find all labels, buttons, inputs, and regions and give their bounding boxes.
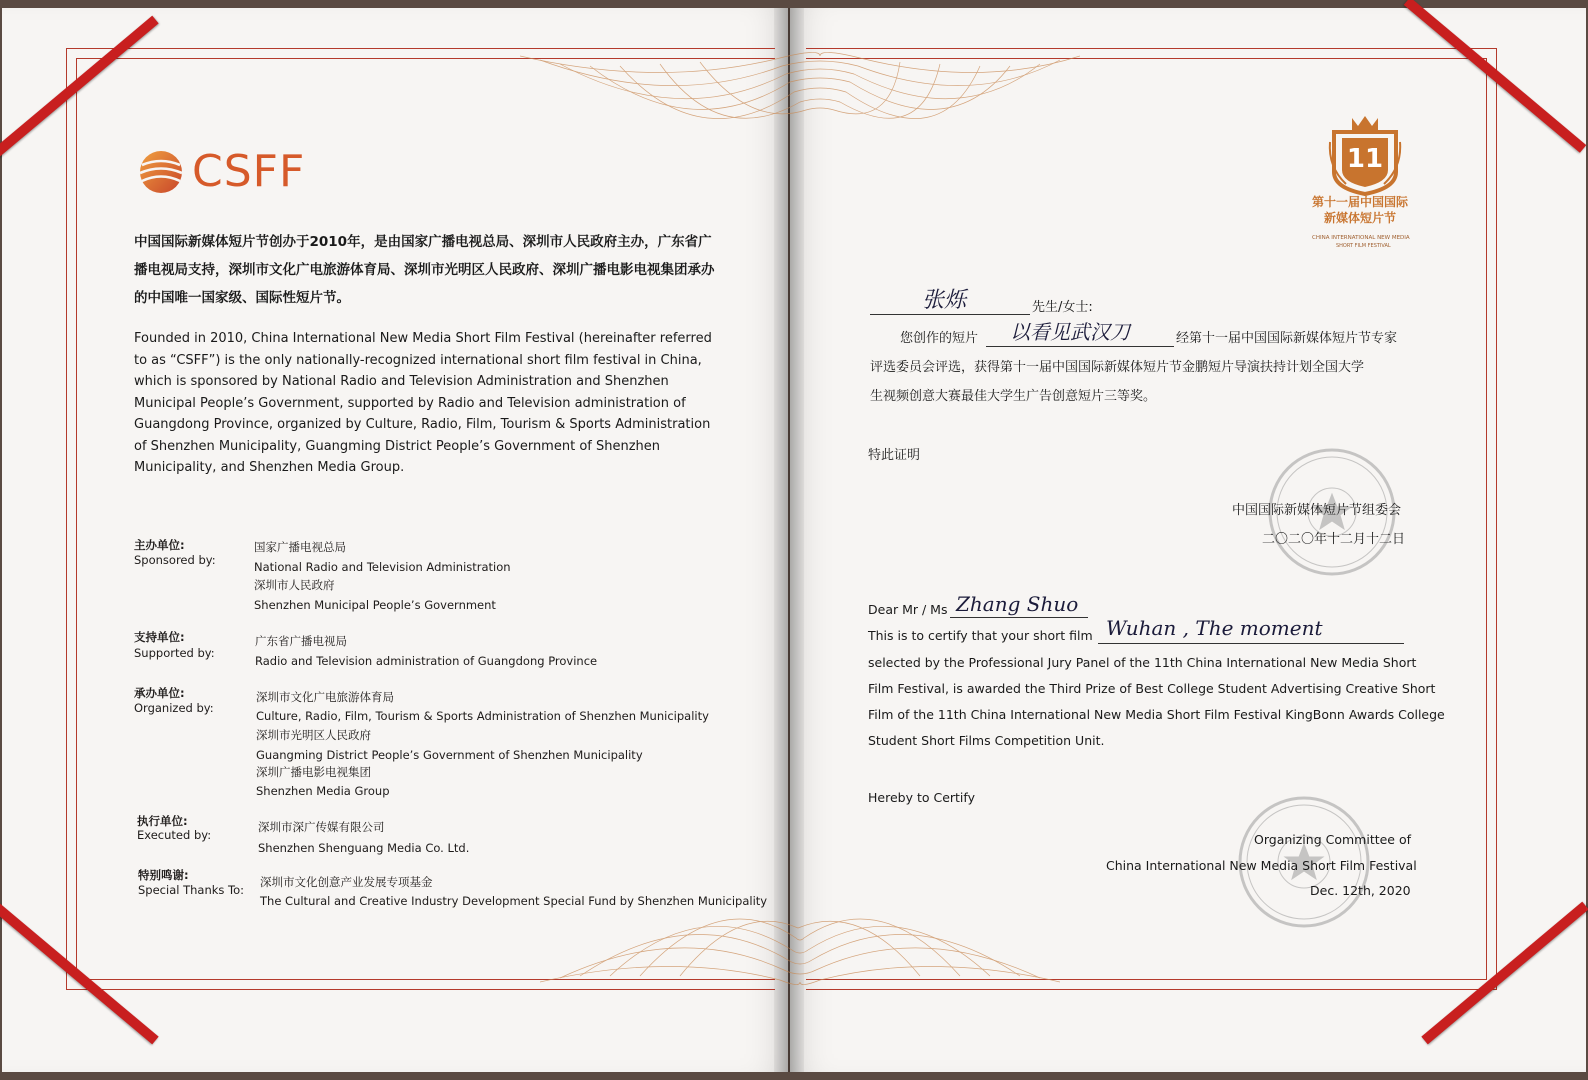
csff-logo <box>138 146 305 197</box>
organizer-name-cn: 中国国际新媒体短片节组委会 <box>1232 503 1402 518</box>
organizer-line: 深圳广播电影电视集团 <box>256 765 371 779</box>
supported-label-cn: 支持单位: <box>134 630 185 644</box>
salutation-suffix-cn: 先生/女士: <box>1032 300 1093 315</box>
thanks-label-en: Special Thanks To: <box>138 883 245 897</box>
body-line1-en: selected by the Professional Jury Panel of the 11th China International New Media Short <box>868 655 1417 670</box>
film-title-handwritten-en: Wuhan , The moment <box>1106 616 1323 640</box>
sponsor-line: 国家广播电视总局 <box>254 540 346 554</box>
badge-caption-line1: CHINA INTERNATIONAL NEW MEDIA <box>1312 235 1410 241</box>
recipient-name-handwritten-en: Zhang Shuo <box>956 592 1079 616</box>
body-line3-en: Film of the 11th China International New Media Short Film Festival KingBonn Awards College <box>868 707 1445 722</box>
film-title-underline-en <box>1098 643 1404 644</box>
body-line3-cn: 生视频创意大赛最佳大学生广告创意短片三等奖。 <box>870 389 1157 404</box>
hereby-en: Hereby to Certify <box>868 790 975 805</box>
organized-label-en: Organized by: <box>134 701 214 715</box>
badge-title-line2: 新媒体短片节 <box>1324 211 1397 225</box>
executor-line: Shenzhen Shenguang Media Co. Ltd. <box>258 841 470 855</box>
film-title-handwritten-cn: 以看见武汉刀 <box>1010 320 1130 344</box>
executed-label-cn: 执行单位: <box>137 814 188 828</box>
organizer-line1-en: Organizing Committee of <box>1254 832 1412 847</box>
sponsor-line: Shenzhen Municipal People’s Government <box>254 598 496 612</box>
recipient-name-handwritten-cn: 张烁 <box>922 288 967 313</box>
issue-date-cn: 二〇二〇年十二月十二日 <box>1262 532 1406 547</box>
dear-label-en: Dear Mr / Ms <box>868 602 948 617</box>
body-line2-cn: 评选委员会评选，获得第十一届中国国际新媒体短片节金鹏短片导演扶持计划全国大学 <box>870 360 1365 375</box>
organizer-line: 深圳市文化广电旅游体育局 <box>256 690 394 704</box>
supported-label-en: Supported by: <box>134 646 215 660</box>
sponsor-line: 深圳市人民政府 <box>254 578 335 592</box>
film-prefix-cn: 您创作的短片 <box>900 331 979 346</box>
sponsored-label-en: Sponsored by: <box>134 553 216 567</box>
sponsored-label-cn: 主办单位: <box>134 538 185 552</box>
organizer-line2-en: China International New Media Short Film Festival <box>1106 858 1417 873</box>
executor-line: 深圳市深广传媒有限公司 <box>258 820 385 834</box>
organized-label-cn: 承办单位: <box>134 686 185 700</box>
issue-date-en: Dec. 12th, 2020 <box>1310 883 1411 898</box>
executed-label-en: Executed by: <box>137 828 212 842</box>
intro-chinese: 中国国际新媒体短片节创办于2010年，是由国家广播电视总局、深圳市人民政府主办，广东省广播电视局支持，深圳市文化广电旅游体育局、深圳市光明区人民政府、深圳广播电影电视集团承办的中国唯一国家级、国际性短片节。 <box>134 234 715 306</box>
sponsor-line: National Radio and Television Administration <box>254 560 511 574</box>
recipient-underline-en <box>950 617 1088 618</box>
body-line2-en: Film Festival, is awarded the Third Prize of Best College Student Advertising Creative Short <box>868 681 1436 696</box>
thanks-line: The Cultural and Creative Industry Development Special Fund by Shenzhen Municipality <box>260 894 768 908</box>
thanks-label-cn: 特别鸣谢: <box>138 868 189 882</box>
badge-title-line1: 第十一届中国国际 <box>1312 195 1409 209</box>
organizer-line: Guangming District People’s Government of Shenzhen Municipality <box>256 748 643 762</box>
organizer-line: Culture, Radio, Film, Tourism & Sports Administration of Shenzhen Municipality <box>256 709 709 723</box>
certify-prefix-en: This is to certify that your short film <box>868 628 1093 643</box>
organizer-line: Shenzhen Media Group <box>256 784 390 798</box>
film-title-underline-cn <box>986 346 1174 347</box>
badge-caption-line2: SHORT FILM FESTIVAL <box>1336 243 1391 249</box>
csff-logo-text: CSFF <box>192 146 306 197</box>
badge-number: 11 <box>1346 144 1384 174</box>
thanks-line: 深圳市文化创意产业发展专项基金 <box>260 875 433 889</box>
certify-cn: 特此证明 <box>868 448 921 463</box>
guilloche-bottom-ornament <box>540 872 1060 988</box>
guilloche-top-ornament <box>520 48 1080 168</box>
csff-logo-icon <box>138 149 184 195</box>
intro-english: Founded in 2010, China International New Media Short Film Festival (hereinafter referred to as “CSFF”) is the only nationally-recognized international short film festival in China, which is sponsored by National Radio and Television Administration and Shenzhen Municipal People’s Government, supported by Radio and Television administration of Guangdong Province, organized by Culture, Radio, Film, Tourism & Sports Administration of Shenzhen Municipality, Guangming District People’s Government of Shenzhen Municipality, and Shenzhen Media Group. <box>134 331 712 475</box>
recipient-underline-cn <box>870 314 1030 315</box>
support-line: Radio and Television administration of Guangdong Province <box>255 654 598 668</box>
organizer-line: 深圳市光明区人民政府 <box>256 728 371 742</box>
body-line1-cn: 经第十一届中国国际新媒体短片节专家 <box>1176 331 1398 346</box>
body-line4-en: Student Short Films Competition Unit. <box>868 733 1105 748</box>
support-line: 广东省广播电视局 <box>255 634 347 648</box>
